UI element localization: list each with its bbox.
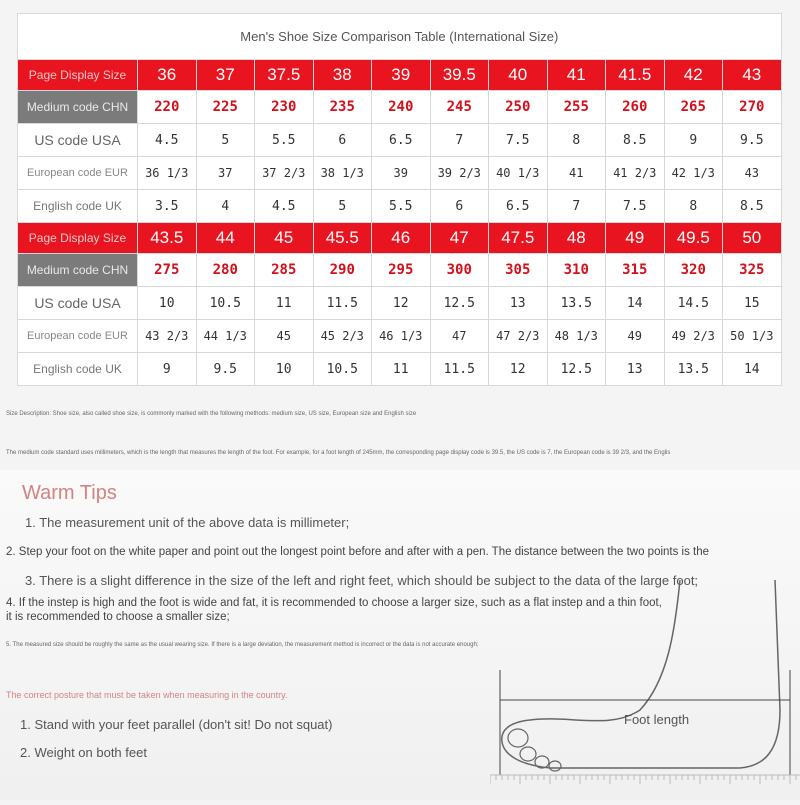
table-cell: 235 xyxy=(313,91,372,124)
table-title: Men's Shoe Size Comparison Table (International Size) xyxy=(18,14,782,60)
table-cell: 8 xyxy=(547,124,606,157)
eur-code-label: European code EUR xyxy=(18,157,138,190)
table-cell: 13.5 xyxy=(664,353,723,386)
table-cell: 48 xyxy=(547,223,606,254)
table-cell: 36 xyxy=(138,60,197,91)
table-cell: 245 xyxy=(430,91,489,124)
table-title-row xyxy=(18,14,782,60)
table-cell: 40 1/3 xyxy=(489,157,548,190)
table-cell: 7 xyxy=(430,124,489,157)
table-cell: 220 xyxy=(138,91,197,124)
table-cell: 12 xyxy=(489,353,548,386)
table-cell: 39 xyxy=(372,157,431,190)
table-cell: 8.5 xyxy=(723,190,782,223)
table-cell: 6.5 xyxy=(372,124,431,157)
tip-1: 1. The measurement unit of the above data is millimeter; xyxy=(25,515,350,530)
table-cell: 45 2/3 xyxy=(313,320,372,353)
table-cell: 6.5 xyxy=(489,190,548,223)
table-cell: 9.5 xyxy=(723,124,782,157)
table-cell: 9 xyxy=(138,353,197,386)
us-code-row xyxy=(18,287,782,320)
table-cell: 43.5 xyxy=(138,223,197,254)
table-cell: 7 xyxy=(547,190,606,223)
table-cell: 41 2/3 xyxy=(606,157,665,190)
eur-code-row xyxy=(18,320,782,353)
table-cell: 6 xyxy=(313,124,372,157)
table-cell: 41.5 xyxy=(606,60,665,91)
table-cell: 49 xyxy=(606,320,665,353)
tip-3: 3. There is a slight difference in the size of the left and right feet, which should be subject to the data of the large foot; xyxy=(25,573,699,588)
table-cell: 47 xyxy=(430,320,489,353)
us-code-label: US code USA xyxy=(18,124,138,157)
table-cell: 295 xyxy=(372,254,431,287)
tip-2: 2. Step your foot on the white paper and point out the longest point before and after with a pen. The distance between the two points is the xyxy=(6,546,710,558)
table-cell: 4 xyxy=(196,190,255,223)
table-cell: 8.5 xyxy=(606,124,665,157)
foot-length-label: Foot length xyxy=(624,712,690,727)
table-cell: 38 1/3 xyxy=(313,157,372,190)
table-cell: 11 xyxy=(255,287,314,320)
table-cell: 10 xyxy=(255,353,314,386)
uk-code-row xyxy=(18,353,782,386)
table-cell: 10.5 xyxy=(313,353,372,386)
table-cell: 225 xyxy=(196,91,255,124)
table-cell: 49 2/3 xyxy=(664,320,723,353)
size-description-note: Size Description: Shoe size, also called shoe size, is commonly marked with the following methods: medium size, US size, European size and English size xyxy=(6,411,417,417)
table-cell: 12.5 xyxy=(430,287,489,320)
tip-5: 5. The measured size should be roughly the same as the usual wearing size. If there is a large deviation, the measurement method is incorrect or the data is not accurate enough; xyxy=(6,642,479,648)
chn-code-label: Medium code CHN xyxy=(18,91,138,124)
tip-4-line-1: 4. If the instep is high and the foot is wide and fat, it is recommended to choose a larger size, such as a flat instep and a thin foot, xyxy=(6,597,662,609)
table-cell: 305 xyxy=(489,254,548,287)
table-cell: 6 xyxy=(430,190,489,223)
table-cell: 290 xyxy=(313,254,372,287)
table-cell: 37 2/3 xyxy=(255,157,314,190)
table-cell: 14.5 xyxy=(664,287,723,320)
table-cell: 45 xyxy=(255,223,314,254)
table-cell: 36 1/3 xyxy=(138,157,197,190)
table-cell: 275 xyxy=(138,254,197,287)
table-cell: 15 xyxy=(723,287,782,320)
table-cell: 45 xyxy=(255,320,314,353)
table-cell: 42 xyxy=(664,60,723,91)
us-code-label: US code USA xyxy=(18,287,138,320)
table-cell: 285 xyxy=(255,254,314,287)
posture-step-2: 2. Weight on both feet xyxy=(20,745,147,760)
table-cell: 3.5 xyxy=(138,190,197,223)
table-cell: 9 xyxy=(664,124,723,157)
display-size-row xyxy=(18,223,782,254)
table-cell: 39 2/3 xyxy=(430,157,489,190)
table-cell: 44 xyxy=(196,223,255,254)
uk-code-label: English code UK xyxy=(18,190,138,223)
table-cell: 48 1/3 xyxy=(547,320,606,353)
table-cell: 37 xyxy=(196,60,255,91)
table-cell: 14 xyxy=(723,353,782,386)
table-cell: 47 2/3 xyxy=(489,320,548,353)
table-cell: 42 1/3 xyxy=(664,157,723,190)
table-cell: 325 xyxy=(723,254,782,287)
warm-tips-title: Warm Tips xyxy=(22,482,117,504)
table-cell: 47.5 xyxy=(489,223,548,254)
chn-code-label: Medium code CHN xyxy=(18,254,138,287)
table-cell: 5 xyxy=(196,124,255,157)
table-cell: 8 xyxy=(664,190,723,223)
display-size-row xyxy=(18,60,782,91)
table-cell: 44 1/3 xyxy=(196,320,255,353)
table-cell: 43 xyxy=(723,157,782,190)
table-cell: 4.5 xyxy=(138,124,197,157)
tip-4-line-2: it is recommended to choose a smaller size; xyxy=(6,611,230,623)
table-cell: 13 xyxy=(489,287,548,320)
table-cell: 50 xyxy=(723,223,782,254)
table-cell: 9.5 xyxy=(196,353,255,386)
table-cell: 265 xyxy=(664,91,723,124)
table-cell: 5 xyxy=(313,190,372,223)
table-cell: 39 xyxy=(372,60,431,91)
eur-code-row xyxy=(18,157,782,190)
table-cell: 260 xyxy=(606,91,665,124)
uk-code-row xyxy=(18,190,782,223)
table-cell: 12 xyxy=(372,287,431,320)
table-cell: 41 xyxy=(547,60,606,91)
table-cell: 320 xyxy=(664,254,723,287)
table-cell: 13 xyxy=(606,353,665,386)
table-cell: 230 xyxy=(255,91,314,124)
table-cell: 40 xyxy=(489,60,548,91)
table-cell: 50 1/3 xyxy=(723,320,782,353)
table-cell: 43 xyxy=(723,60,782,91)
table-cell: 38 xyxy=(313,60,372,91)
table-cell: 10 xyxy=(138,287,197,320)
table-cell: 11.5 xyxy=(313,287,372,320)
table-cell: 310 xyxy=(547,254,606,287)
posture-note: The correct posture that must be taken when measuring in the country. xyxy=(6,690,288,700)
table-cell: 10.5 xyxy=(196,287,255,320)
medium-code-note: The medium code standard uses millimeters, which is the length that measures the length of the foot. For example, for a foot length of 245mm, the corresponding page display code is 39.5, the US code is 7, the European code is 39 2/3, and the Englis xyxy=(6,450,671,456)
us-code-row xyxy=(18,124,782,157)
size-comparison-table xyxy=(17,13,782,386)
posture-step-1: 1. Stand with your feet parallel (don't sit! Do not squat) xyxy=(20,717,333,732)
table-cell: 240 xyxy=(372,91,431,124)
table-cell: 11.5 xyxy=(430,353,489,386)
table-cell: 13.5 xyxy=(547,287,606,320)
display-size-label: Page Display Size xyxy=(18,60,138,91)
table-cell: 14 xyxy=(606,287,665,320)
table-cell: 39.5 xyxy=(430,60,489,91)
foot-measurement-illustration xyxy=(490,570,800,800)
table-cell: 46 1/3 xyxy=(372,320,431,353)
table-cell: 12.5 xyxy=(547,353,606,386)
table-cell: 280 xyxy=(196,254,255,287)
table-cell: 37.5 xyxy=(255,60,314,91)
table-cell: 46 xyxy=(372,223,431,254)
display-size-label: Page Display Size xyxy=(18,223,138,254)
table-cell: 270 xyxy=(723,91,782,124)
table-cell: 250 xyxy=(489,91,548,124)
eur-code-label: European code EUR xyxy=(18,320,138,353)
chn-code-row xyxy=(18,254,782,287)
table-cell: 7.5 xyxy=(489,124,548,157)
table-cell: 49.5 xyxy=(664,223,723,254)
table-cell: 37 xyxy=(196,157,255,190)
table-cell: 11 xyxy=(372,353,431,386)
table-cell: 45.5 xyxy=(313,223,372,254)
table-cell: 7.5 xyxy=(606,190,665,223)
table-cell: 315 xyxy=(606,254,665,287)
table-cell: 49 xyxy=(606,223,665,254)
table-cell: 43 2/3 xyxy=(138,320,197,353)
table-cell: 5.5 xyxy=(255,124,314,157)
table-cell: 4.5 xyxy=(255,190,314,223)
table-cell: 5.5 xyxy=(372,190,431,223)
foot-outline-icon xyxy=(490,570,800,800)
table-cell: 300 xyxy=(430,254,489,287)
table-cell: 255 xyxy=(547,91,606,124)
uk-code-label: English code UK xyxy=(18,353,138,386)
table-cell: 47 xyxy=(430,223,489,254)
chn-code-row xyxy=(18,91,782,124)
table-cell: 41 xyxy=(547,157,606,190)
